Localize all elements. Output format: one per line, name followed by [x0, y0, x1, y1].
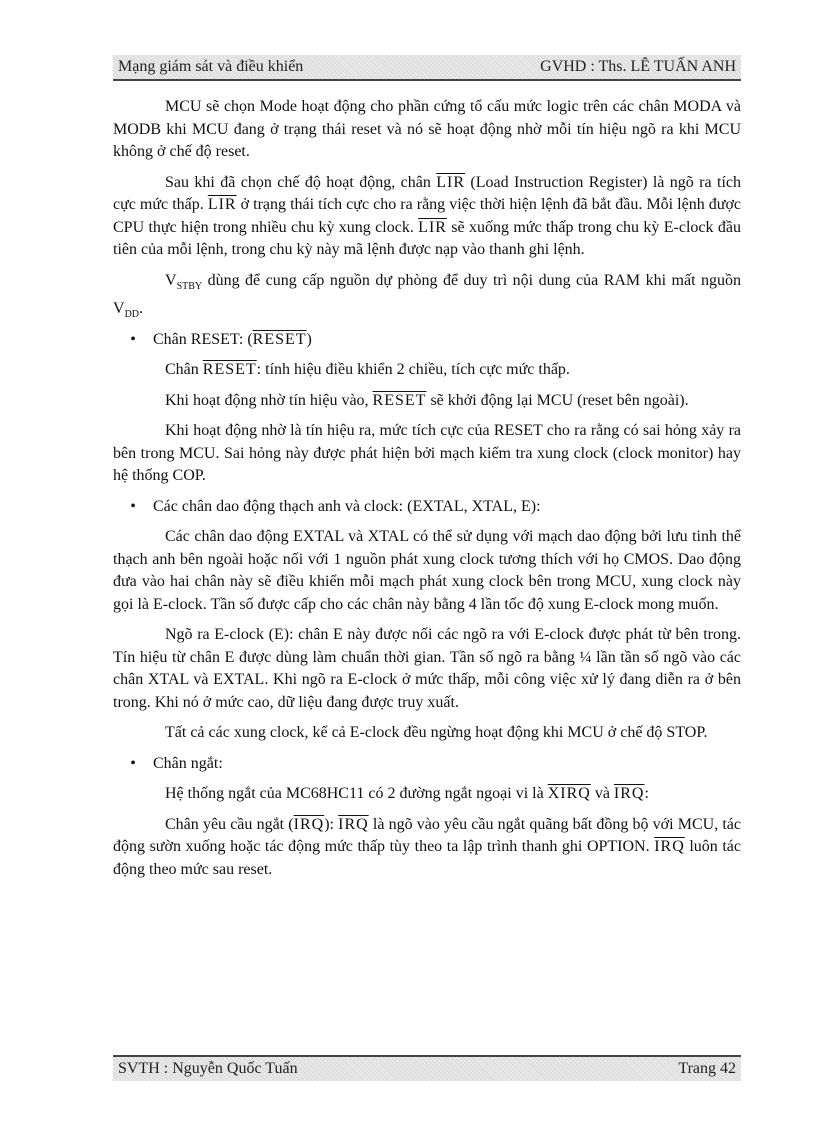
paragraph: Tất cả các xung clock, kể cả E-clock đều ngừng hoạt động khi MCU ở chế độ STOP. — [165, 724, 708, 742]
paragraph: Chân yêu cầu ngắt $(\overline{IRQ})$: $\overline{IRQ}$ là ngõ vào yêu cầu ngắt quãng bất đồng bộ với MCU, tác động sườn xuống hoặc tác động mức thấp tùy theo ta lập trình thanh ghi OPTION. $\overline{IRQ}$ luôn tác động theo mức sau reset. — [113, 815, 742, 878]
paragraph: $V_{STBY}$ dùng để cung cấp nguồn dự phòng để duy trì nội dung của RAM khi mất nguồn $V_{DD}$. — [113, 271, 741, 321]
page-body — [113, 96, 741, 889]
header-instructor: GVHD : Ths. LÊ TUẤN ANH — [540, 58, 736, 75]
bullet-icon: • — [130, 754, 136, 772]
header-course-title: Mạng giám sát và điều khiển — [118, 58, 304, 75]
bullet-item: • Chân RESET: (RESET) — [113, 329, 741, 352]
paragraph: MCU sẽ chọn Mode hoạt động cho phần cứng tổ cấu mức logic trên các chân MODA và MODB khi MCU đang ở trạng thái reset và nó sẽ hoạt động nhờ mỗi tín hiệu ngõ ra khi MCU không ở chế độ reset. — [113, 98, 741, 160]
paragraph: Sau khi đã chọn chế độ hoạt động, chân $\overline{LIR}$ (Load Instruction Register) là ngõ ra tích cực mức thấp. $\overline{LIR}$ ở trạng thái tích cực cho ra rằng việc thời hiện lệnh đã bắt đầu. Mỗi lệnh được CPU thực hiện trong nhiều chu kỳ xung clock. $\overline{LIR}$ sẽ xuống mức thấp trong chu kỳ E-clock đầu tiên của mỗi lệnh, trong chu kỳ này mã lệnh được nạp vào thanh ghi lệnh. — [113, 173, 742, 258]
paragraph: Chân RESET: tính hiệu điều khiển 2 chiều, tích cực mức thấp. — [165, 361, 570, 379]
page-footer — [113, 1055, 741, 1081]
bullet-item: • Chân ngắt: — [113, 753, 741, 776]
bullet-icon: • — [130, 330, 136, 348]
bullet-item: • Các chân dao động thạch anh và clock: (EXTAL, XTAL, E): — [113, 496, 741, 519]
paragraph: Khi hoạt động nhờ là tín hiệu ra, mức tích cực của RESET cho ra rằng có sai hỏng xảy ra bên trong MCU. Sai hỏng này được phát hiện bởi mạch kiểm tra xung clock (clock monitor) hay hệ thống COP. — [113, 422, 741, 485]
page-number: Trang 42 — [678, 1060, 736, 1077]
paragraph: Ngõ ra E-clock (E): chân E này được nối các ngõ ra với E-clock được phát từ bên trong. Tín hiệu từ chân E được dùng làm chuẩn thời gian. Tần số ngõ ra bằng ¼ lần tần số ngõ vào các chân XTAL và EXTAL. Khi ngõ ra E-clock ở mức thấp, mỗi công việc xử lý đang diễn ra ở bên trong. Khi nó ở mức cao, dữ liệu đang được truy xuất. — [113, 626, 741, 711]
footer-student: SVTH : Nguyễn Quốc Tuấn — [118, 1060, 298, 1077]
paragraph: Các chân dao động EXTAL và XTAL có thể sử dụng với mạch dao động bởi lưu tinh thể thạch anh bên ngoài hoặc nối với 1 nguồn phát xung clock tương thích với họ CMOS. Dao động đưa vào hai chân này sẽ điều khiển mỗi mạch phát xung clock bên trong MCU, xung clock này gọi là E-clock. Tần số được cấp cho các chân này bằng 4 lần tốc độ xung E-clock mong muốn. — [113, 528, 741, 613]
page-header — [113, 55, 741, 81]
paragraph: Khi hoạt động nhờ tín hiệu vào, RESET sẽ khởi động lại MCU (reset bên ngoài). — [165, 391, 689, 409]
bullet-icon: • — [130, 497, 136, 515]
paragraph: Hệ thống ngắt của MC68HC11 có 2 đường ngắt ngoại vi là XIRQ và $\overline{IRQ}$: — [165, 785, 649, 803]
